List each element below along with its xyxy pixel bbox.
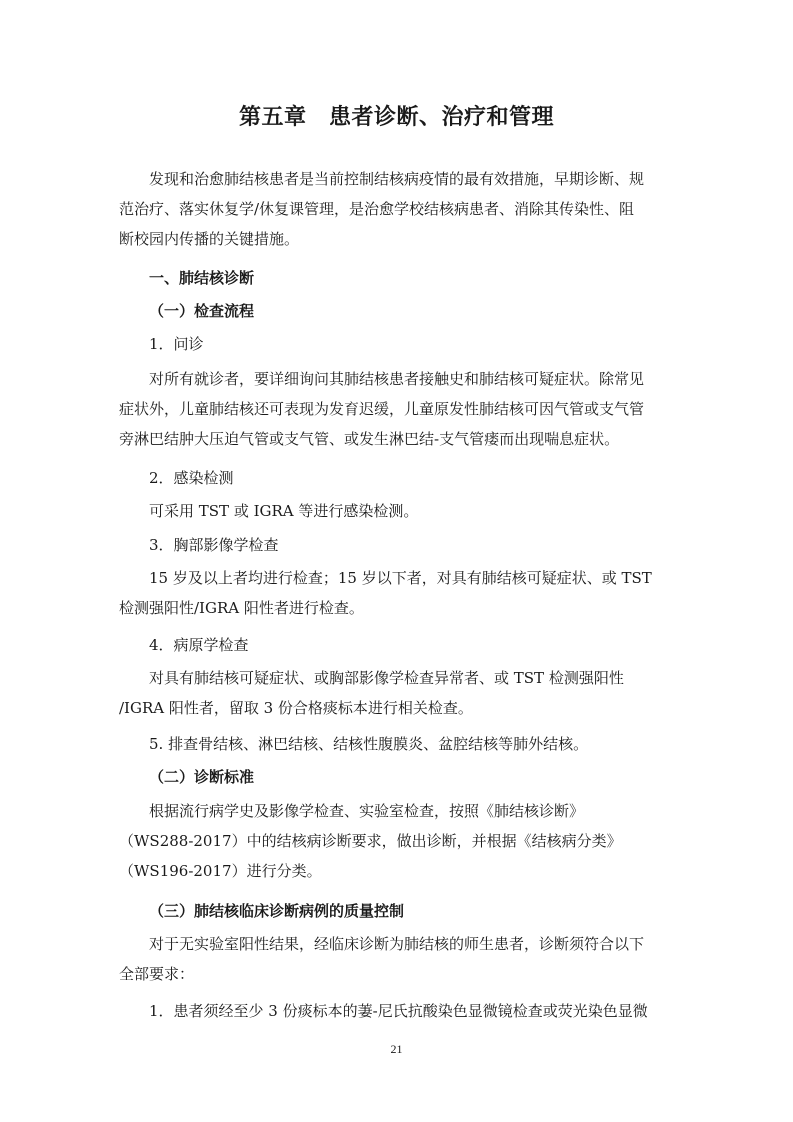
- item1-line-1: 对所有就诊者，要详细询问其肺结核患者接触史和肺结核可疑症状。除常见: [149, 370, 645, 388]
- sub2-heading: （二）诊断标准: [149, 768, 255, 786]
- intro-line-1: 发现和治愈肺结核患者是当前控制结核病疫情的最有效措施，早期诊断、规: [149, 170, 645, 188]
- sub3-line-1: 对于无实验室阳性结果，经临床诊断为肺结核的师生患者，诊断须符合以下: [149, 935, 645, 953]
- sub3-paragraph: [119, 929, 675, 989]
- item1-line-2: 症状外，儿童肺结核还可表现为发育迟缓，儿童原发性肺结核可因气管或支气管: [119, 400, 645, 418]
- page-number: 21: [390, 1042, 403, 1056]
- sub3-line-2: 全部要求：: [119, 965, 195, 983]
- item4-line-2: /IGRA 阳性者，留取 3 份合格痰标本进行相关检查。: [119, 699, 473, 717]
- chapter-title: 第五章 患者诊断、治疗和管理: [238, 105, 554, 130]
- item3-line-1: 15 岁及以上者均进行检查；15 岁以下者，对具有肺结核可疑症状、或 TST: [149, 569, 652, 587]
- item3-paragraph: [119, 563, 675, 623]
- sub2-line-2: （WS288-2017）中的结核病诊断要求，做出诊断，并根据《结核病分类》: [119, 832, 622, 850]
- item3-line-2: 检测强阳性/IGRA 阳性者进行检查。: [119, 599, 364, 617]
- item4-paragraph: [119, 663, 675, 723]
- sub2-line-1: 根据流行病学史及影像学检查、实验室检查，按照《肺结核诊断》: [149, 802, 585, 820]
- sub2-paragraph: [119, 796, 675, 886]
- item2-heading: 2．感染检测: [149, 469, 234, 487]
- section1-heading: 一、肺结核诊断: [149, 269, 255, 287]
- sub3-item1: 1．患者须经至少 3 份痰标本的萋-尼氏抗酸染色显微镜检查或荧光染色显微: [149, 1002, 648, 1020]
- intro-line-2: 范治疗、落实休复学/休复课管理，是治愈学校结核病患者、消除其传染性、阻: [119, 200, 635, 218]
- item2-text: 可采用 TST 或 IGRA 等进行感染检测。: [149, 502, 419, 520]
- intro-line-3: 断校园内传播的关键措施。: [119, 230, 300, 248]
- sub2-line-3: （WS196-2017）进行分类。: [119, 862, 322, 880]
- item1-heading: 1．问诊: [149, 335, 204, 353]
- item1-paragraph: [119, 364, 675, 454]
- item3-heading: 3．胸部影像学检查: [149, 536, 279, 554]
- item4-line-1: 对具有肺结核可疑症状、或胸部影像学检查异常者、或 TST 检测强阳性: [149, 669, 624, 687]
- sub1-heading: （一）检查流程: [149, 302, 255, 320]
- sub3-heading: （三）肺结核临床诊断病例的质量控制: [149, 902, 405, 920]
- intro-paragraph: [119, 164, 675, 254]
- item1-line-3: 旁淋巴结肿大压迫气管或支气管、或发生淋巴结-支气管瘘而出现喘息症状。: [119, 430, 620, 448]
- item5-text: 5. 排查骨结核、淋巴结核、结核性腹膜炎、盆腔结核等肺外结核。: [149, 735, 589, 753]
- item4-heading: 4．病原学检查: [149, 636, 249, 654]
